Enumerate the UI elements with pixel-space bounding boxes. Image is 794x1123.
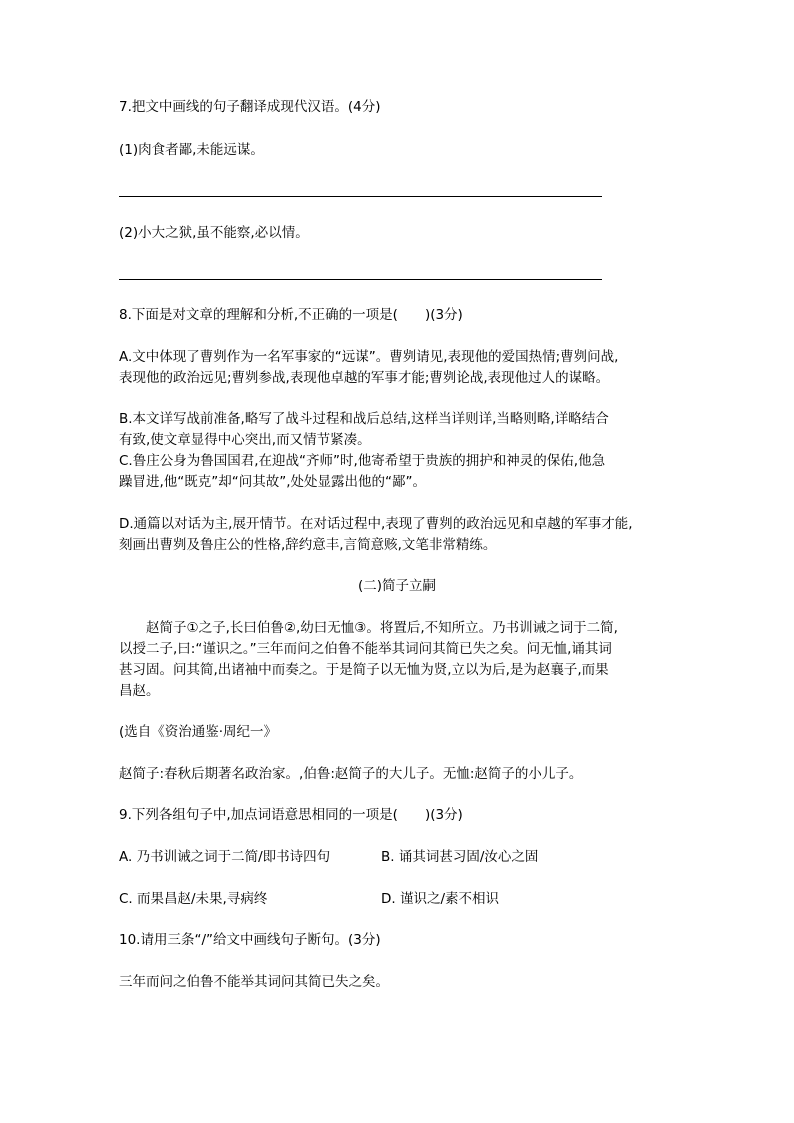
q8-option-d-line-1: D.通篇以对话为主,展开情节。在对话过程中,表现了曹刿的政治远见和卓越的军事才能, — [119, 516, 633, 532]
passage-heading: (二)简子立嗣 — [357, 578, 437, 594]
q9-option-b: B. 诵其词甚习固/汝心之固 — [381, 849, 539, 865]
passage-body-line-1: 赵简子①之子,长曰伯鲁②,幼曰无恤③。将置后,不知所立。乃书训诫之词于二简, — [119, 620, 618, 636]
q8-option-c-line-1: C.鲁庄公身为鲁国国君,在迎战“齐师”时,他寄希望于贵族的拥护和神灵的保佑,他急 — [119, 453, 606, 469]
passage-body-line-4: 昌赵。 — [119, 683, 160, 699]
passage-body-line-2: 以授二子,曰:“谨识之。”三年而问之伯鲁不能举其词问其简已失之矣。问无恤,诵其词 — [119, 641, 612, 657]
q8-option-a-line-2: 表现他的政治远见;曹刿参战,表现他卓越的军事才能;曹刿论战,表现他过人的谋略。 — [119, 370, 610, 386]
q8-option-c-line-2: 躁冒进,他“既克”却“问其故”,处处显露出他的“鄙”。 — [119, 474, 427, 490]
q8-option-b-line-1: B.本文详写战前准备,略写了战斗过程和战后总结,这样当详则详,当略则略,详略结合 — [119, 411, 609, 427]
passage-source: (选自《资治通鉴·周纪一》 — [119, 724, 278, 740]
q8-option-d-line-2: 刻画出曹刿及鲁庄公的性格,辞约意丰,言简意赅,文笔非常精练。 — [119, 537, 497, 553]
q7-title: 7.把文中画线的句子翻译成现代汉语。(4分) — [119, 99, 381, 115]
q8-option-a-line-1: A.文中体现了曹刿作为一名军事家的“远谋”。曹刿请见,表现他的爱国热情;曹刿问战, — [119, 349, 619, 365]
q10-title: 10.请用三条“/”给文中画线句子断句。(3分) — [119, 932, 381, 948]
q7-item-1: (1)肉食者鄙,未能远谋。 — [119, 142, 264, 158]
passage-notes: 赵简子:春秋后期著名政治家。,伯鲁:赵简子的大儿子。无恤:赵简子的小儿子。 — [119, 766, 583, 782]
answer-line-1[interactable] — [119, 196, 602, 197]
answer-line-2[interactable] — [119, 279, 602, 280]
q8-option-b-line-2: 有致,使文章显得中心突出,而又情节紧凑。 — [119, 432, 371, 448]
q10-sentence: 三年而问之伯鲁不能举其词问其简已失之矣。 — [119, 974, 389, 990]
q7-item-2: (2)小大之狱,虽不能察,必以情。 — [119, 225, 309, 241]
passage-body-line-3: 甚习固。问其简,出诸袖中而奏之。于是简子以无恤为贤,立以为后,是为赵襄子,而果 — [119, 662, 609, 678]
q9-option-c: C. 而果昌赵/未果,寻病终 — [119, 891, 268, 907]
q8-title: 8.下面是对文章的理解和分析,不正确的一项是( )(3分) — [119, 307, 463, 323]
q9-title: 9.下列各组句子中,加点词语意思相同的一项是( )(3分) — [119, 807, 463, 823]
q9-option-a: A. 乃书训诫之词于二简/即书诗四句 — [119, 849, 331, 865]
q9-option-d: D. 谨识之/素不相识 — [381, 891, 500, 907]
